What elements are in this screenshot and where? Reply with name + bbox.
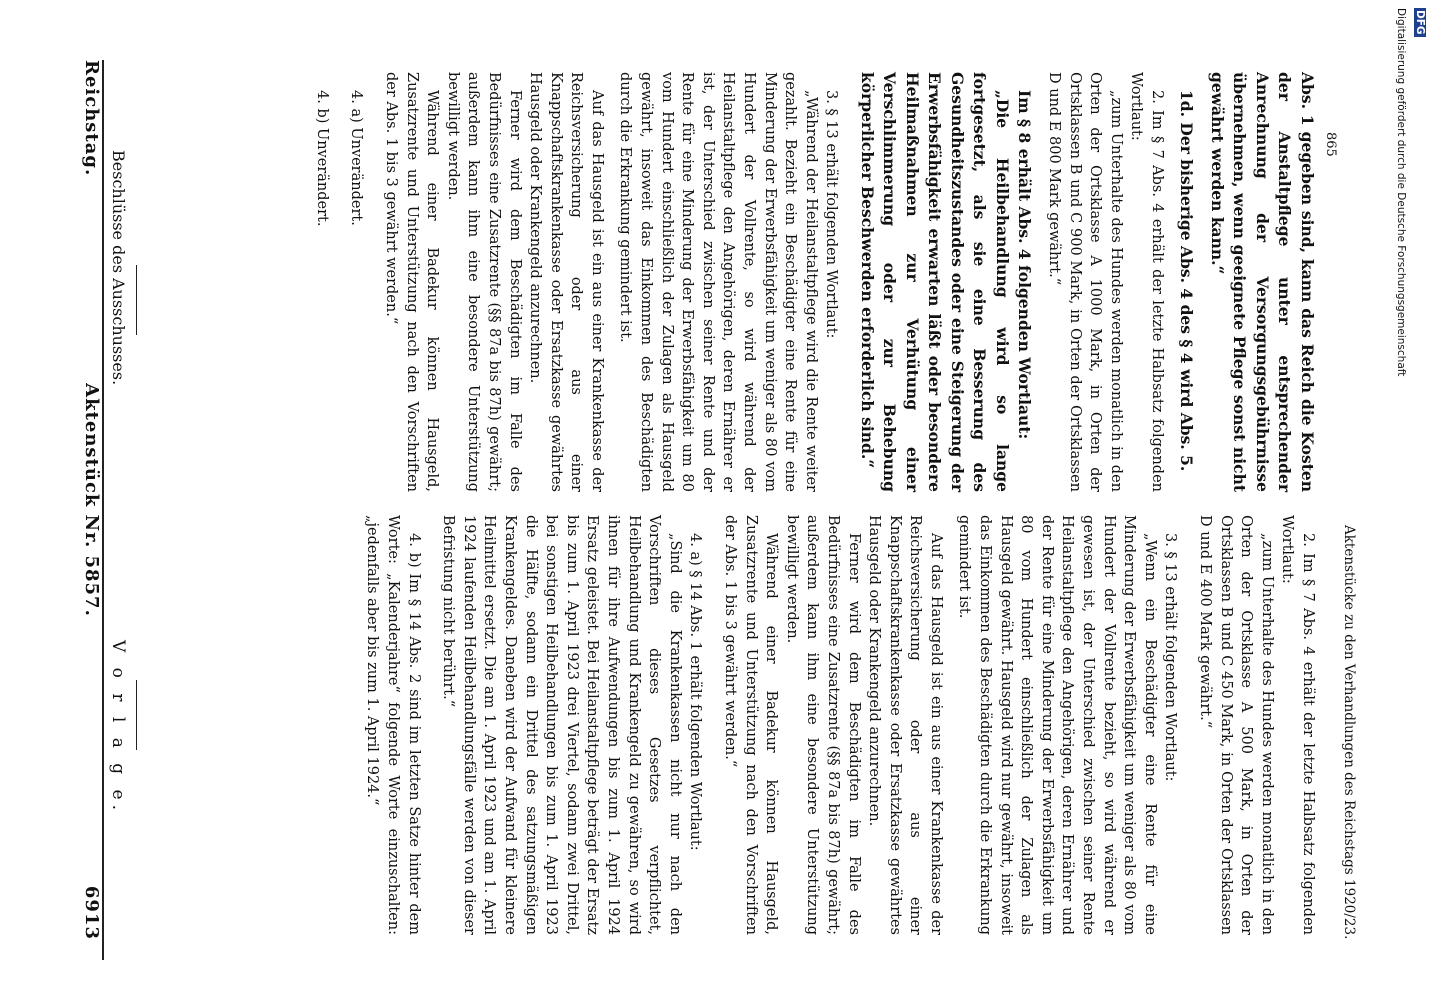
left-paragraph: „zum Unterhalte des Hundes werden monatlich in den Orten der Ortsklasse A 500 Mark, in Orten der Ortsklassen B und C 450 Mark, in Orten der Ortsklassen D und E 400 Mark gewährt.“ [1197,515,1275,935]
page-number: 6913 [81,885,102,940]
left-section-title: V o r l a g e. [108,640,128,815]
right-paragraph: „zum Unterhalte des Hundes werden monatlich in den Orten der Ortsklasse A 1000 Mark, in Orten der Ortsklassen B und C 900 Mark, in Orten der Ortsklassen D und E 800 Mark gewährt.“ [1046,72,1124,492]
left-paragraph: Ferner wird dem Beschädigten im Falle des Bedürfnisses eine Zusatzrente (§§ 87a bis 87h) gewährt; außerdem kann ihm eine besondere Unterstützung bewilligt werden. [783,515,862,935]
left-paragraph: „Sind die Krankenkassen nicht nur nach den Vorschriften dieses Gesetzes verpflichtet, Heilbehandlung und Krankengeld zu gewähren, so wird ihnen für ihre Aufwendungen bis zum 1. April 1924 Ersatz geleistet. Bei Heilanstaltpflege beträgt der Ersatz bis zum 1. April 1923 drei Viertel, sodann zwei Drittel, bei sonstigen Heilbehandlungen bis zum 1. April 1923 die Hälfte, sodann ein Drittel des satzungsmäßigen Krankengeldes. Daneben wird der Aufwand für kleinere Heilmittel ersetzt. Die am 1. April 1923 und am 1. April 1924 laufenden Heilbehandlungsfälle werden von dieser Befristung nicht berührt.“ [440,515,683,935]
right-column [311,72,1318,492]
right-paragraph: „Die Heilbehandlung wird so lange fortgesetzt, als sie eine Besserung des Gesundheitszustandes oder eine Steigerung der Erwerbsfähigkeit erwarten läßt oder besondere Heilmaßnahmen zur Verhütung einer Verschlimmerung oder zur Behebung körperlicher Beschwerden erforderlich sind.“ [857,72,1012,492]
dfg-logo: DFG [1414,10,1426,35]
left-title-rule [136,680,137,750]
header-left: Reichstag. [81,60,102,177]
right-paragraph: 4. a) Unverändert. [348,90,365,226]
footer: Aktenstücke zu den Verhandlungen des Reichstags 1920/23. [1341,525,1357,940]
side-note-text: Digitalisierung gefördert durch die Deutsche Forschungsgemeinschaft [1395,8,1407,377]
left-paragraph: Auf das Hausgeld ist ein aus einer Krankenkasse der Reichsversicherung oder aus einer Knappschaftskrankenkasse oder Ersatzkasse gewährtes Hausgeld oder Krankengeld anzurechnen. [866,515,944,935]
right-paragraph: 2. Im § 7 Abs. 4 erhält der letzte Halbsatz folgenden Wortlaut: [1128,72,1165,492]
sheet-number: 865 [1323,132,1338,157]
right-title-rule [136,265,137,335]
page-header [76,60,102,940]
left-paragraph: 3. § 13 erhält folgenden Wortlaut: [1162,533,1179,782]
right-paragraph: Während einer Badekur können Hausgeld, Zusatzrente und Unterstützung nach den Vorschriften der Abs. 1 bis 3 gewährt werden.“ [382,72,441,492]
right-paragraph: Auf das Hausgeld ist ein aus einer Krankenkasse der Reichsversicherung oder aus einer Knappschaftskrankenkasse oder Ersatzkasse gewährtes Hausgeld oder Krankengeld anzurechnen. [527,72,605,492]
right-paragraph: Im § 8 erhält Abs. 4 folgenden Wortlaut: [1015,90,1035,440]
right-paragraph: Ferner wird dem Beschädigten im Falle des Bedürfnisses eine Zusatzrente (§§ 87a bis 87h) gewährt; außerdem kann ihm eine besondere Unterstützung bewilligt werden. [444,72,523,492]
left-column [362,515,1318,935]
right-section-title: Beschlüsse des Ausschusses. [109,150,128,386]
side-note [1394,8,1432,376]
left-paragraph: Während einer Badekur können Hausgeld, Zusatzrente und Unterstützung nach den Vorschriften der Abs. 1 bis 3 gewährt werden.“ [721,515,780,935]
left-paragraph: „Wenn ein Beschädigter eine Rente für eine Minderung der Erwerbsfähigkeit um weniger als 80 vom Hundert der Vollrente bezieht, so wird während er gewesen ist, der Unterschied zwischen seiner Rente Heilanstaltpflege den Angehörigen, deren Ernährer und der Rente für eine Minderung der Erwerbsfähigkeit um 80 vom Hundert einschließlich der Zulagen als Hausgeld gewährt. Hausgeld wird nur gewährt, insoweit das Einkommen des Beschädigten durch die Erkrankung gemindert ist. [956,515,1158,935]
right-paragraph: 1d. Der bisherige Abs. 4 des § 4 wird Abs. 5. [1177,90,1197,472]
header-rule [102,60,104,960]
left-paragraph: 4. a) § 14 Abs. 1 erhält folgenden Wortlaut: [687,533,704,851]
header-center: Aktenstück Nr. 5857. [81,383,102,617]
right-paragraph: „Während der Heilanstaltpflege wird die Rente weiter gezahlt. Bezieht ein Beschädigter eine Rente für eine Minderung der Erwerbsfähigkeit um weniger als 80 vom Hundert der Vollrente, so wird während der Heilanstaltpflege den Angehörigen, deren Ernährer er ist, der Unterschied zwischen seiner Rente und der Rente für eine Minderung der Erwerbsfähigkeit um 80 vom Hundert einschließlich der Zulagen als Hausgeld gewährt, insoweit das Einkommen des Beschädigten durch die Erkrankung gemindert ist. [617,72,819,492]
left-paragraph: 2. Im § 7 Abs. 4 erhält der letzte Halbsatz folgenden Wortlaut: [1279,515,1316,935]
left-paragraph: 4. b) Im § 14 Abs. 2 sind im letzten Satze hinter dem Worte: „Kalenderjahre“ folgende Worte einzuschalten: „jedenfalls aber bis zum 1. April 1924.“ [364,515,422,935]
right-paragraph: 3. § 13 erhält folgenden Wortlaut: [823,90,840,339]
right-paragraph: Abs. 1 gegeben sind, kann das Reich die Kosten der Anstaltpflege unter entsprechender Anrechnung der Versorgungsgebührnisse übernehmen, wenn geeignete Pflege sonst nicht gewährt werden kann.“ [1208,72,1317,492]
right-paragraph: 4. b) Unverändert. [313,90,330,227]
